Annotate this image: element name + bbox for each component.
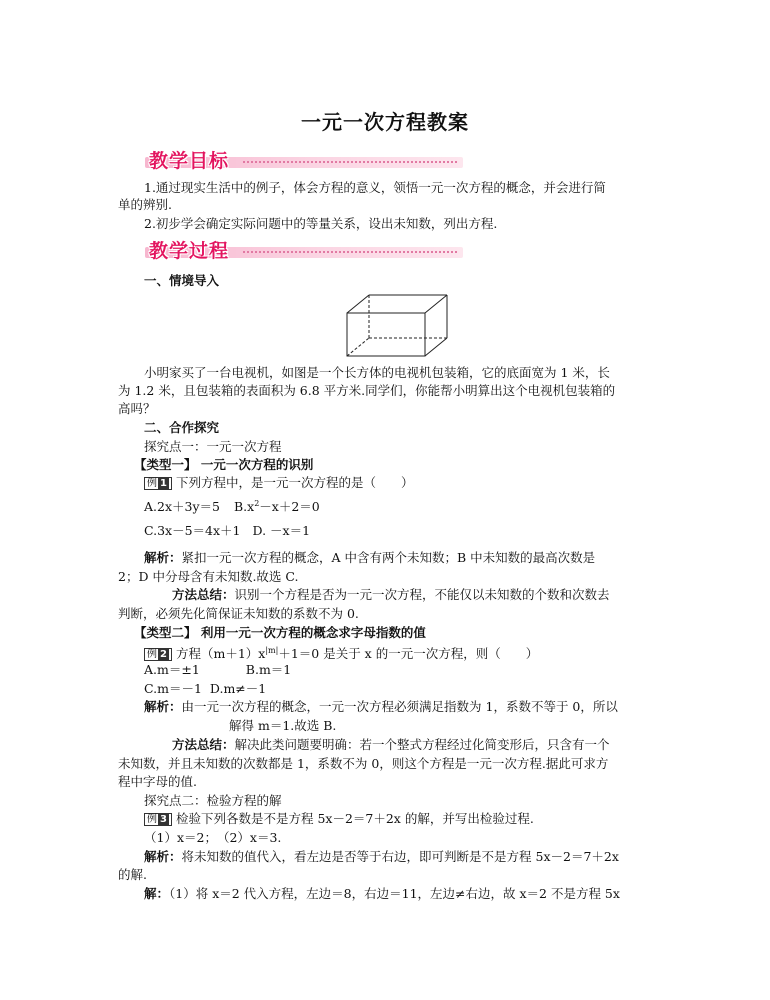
box-hidden-edge <box>347 338 369 356</box>
analysis-label: 解析： <box>144 849 182 864</box>
explore-point-2: 探究点二：检验方程的解 <box>144 793 282 808</box>
solution-label: 解： <box>144 886 170 901</box>
example-3-solution-line1 <box>144 886 620 902</box>
example-3-badge <box>144 813 172 826</box>
example-2-question <box>144 643 538 662</box>
section1-heading: 一、情境导入 <box>144 273 220 288</box>
badge-number: 2 <box>160 649 167 661</box>
goal-1-line2: 单的辨别. <box>118 197 172 212</box>
box-edge <box>425 295 447 313</box>
goal-1-line1: 1.通过现实生活中的例子，体会方程的意义，领悟一元一次方程的概念，并会进行简 <box>144 180 606 195</box>
question-pre: 方程（m＋1）x <box>175 646 266 662</box>
analysis-label: 解析： <box>144 699 182 714</box>
intro-para-line1: 小明家买了一台电视机，如图是一个长方体的电视机包装箱，它的底面宽为 1 米，长 <box>144 365 610 380</box>
example-2-summary-line3: 程中字母的值. <box>118 774 197 789</box>
option-d: D. －x＝1 <box>252 523 311 538</box>
option-c: C.3x－5＝4x＋1 <box>144 523 241 538</box>
option-d: D.m≠－1 <box>209 681 267 696</box>
summary-text: 解决此类问题要明确：若一个整式方程经过化简变形后，只含有一个 <box>234 737 610 752</box>
badge-number: 1 <box>160 478 167 489</box>
page-title: 一元一次方程教案 <box>301 110 469 134</box>
example-1-options-cd <box>144 523 310 539</box>
type-1-heading: 【类型一】 一元一次方程的识别 <box>134 457 314 472</box>
example-2-options-cd <box>144 681 266 697</box>
example-1-analysis-line2: 2；D 中分母含有未知数.故选 C. <box>118 569 299 584</box>
example-2-analysis-line2: 解得 m＝1.故选 B. <box>229 718 337 733</box>
option-a: A.m＝±1 <box>144 662 200 677</box>
option-b-post: －x＋2＝0 <box>259 499 320 515</box>
example-1-summary-line1 <box>172 587 610 603</box>
intro-para-line2: 为 1.2 米，且包装箱的表面积为 6.8 平方米.同学们，你能帮小明算出这个电视机包装箱的 <box>118 383 616 398</box>
example-1-summary-line2: 判断，必须先化简保证未知数的系数不为 0. <box>118 606 359 621</box>
banner-label: 教学过程 <box>149 240 230 262</box>
example-2-analysis-line1 <box>144 699 618 715</box>
example-3-analysis-line1 <box>144 849 619 865</box>
question-text: 下列方程中，是一元一次方程的是（ ） <box>175 475 414 490</box>
option-c: C.m＝－1 <box>144 681 202 696</box>
example-3-analysis-line2: 的解. <box>118 867 147 882</box>
example-2-summary-line1 <box>172 737 610 753</box>
example-3-items: （1）x＝2； （2）x＝3. <box>144 830 282 845</box>
banner-label: 教学目标 <box>149 150 230 172</box>
badge-tag: 例 <box>147 478 157 489</box>
example-1-analysis-line1 <box>144 550 595 566</box>
analysis-text: 紧扣一元一次方程的概念，A 中含有两个未知数；B 中未知数的最高次数是 <box>181 550 596 565</box>
box-edge <box>347 295 369 313</box>
box-edge <box>425 338 447 356</box>
analysis-text: 由一元一次方程的概念，一元一次方程必须满足指数为 1，系数不等于 0，所以 <box>181 699 618 714</box>
explore-point-1: 探究点一：一元一次方程 <box>144 439 282 454</box>
intro-para-line3: 高吗？ <box>118 401 156 416</box>
example-1-question <box>144 475 413 491</box>
option-a: A.2x＋3y＝5 <box>144 499 220 515</box>
summary-label: 方法总结： <box>172 737 235 752</box>
example-2-badge <box>144 648 172 661</box>
example-2-summary-line2: 未知数，并且未知数的次数都是 1，系数不为 0，则这个方程是一元一次方程.据此可求方 <box>118 756 609 771</box>
example-3-question <box>144 811 534 827</box>
summary-label: 方法总结： <box>172 587 235 602</box>
box-front-face <box>347 313 425 356</box>
option-b-pre: B.x <box>233 499 255 515</box>
example-1-options-ab <box>144 496 320 515</box>
summary-text: 识别一个方程是否为一元一次方程，不能仅以未知数的个数和次数去 <box>234 587 610 602</box>
question-text: 检验下列各数是不是方程 5x－2＝7＋2x 的解，并写出检验过程. <box>175 811 534 826</box>
type-2-heading: 【类型二】 利用一元一次方程的概念求字母指数的值 <box>134 625 426 640</box>
analysis-text: 将未知数的值代入，看左边是否等于右边，即可判断是不是方程 5x－2＝7＋2x <box>181 849 619 864</box>
question-exponent: |m| <box>265 646 279 655</box>
option-b <box>234 499 320 514</box>
question-post: ＋1＝0 是关于 x 的一元一次方程，则（ ） <box>278 646 539 662</box>
example-2-options-ab <box>144 662 291 678</box>
badge-tag: 例 <box>147 814 157 825</box>
badge-tag: 例 <box>147 649 157 661</box>
section2-heading: 二、合作探究 <box>144 420 220 435</box>
option-b-exponent: 2 <box>254 499 260 508</box>
example-1-badge <box>144 477 172 490</box>
option-b: B.m＝1 <box>245 662 292 677</box>
solution-text: （1）将 x＝2 代入方程，左边＝8，右边＝11，左边≠右边，故 x＝2 不是方程 5x <box>169 886 620 901</box>
goal-2: 2.初步学会确定实际问题中的等量关系，设出未知数，列出方程. <box>144 216 498 231</box>
analysis-label: 解析： <box>144 550 182 565</box>
badge-number: 3 <box>160 814 167 825</box>
